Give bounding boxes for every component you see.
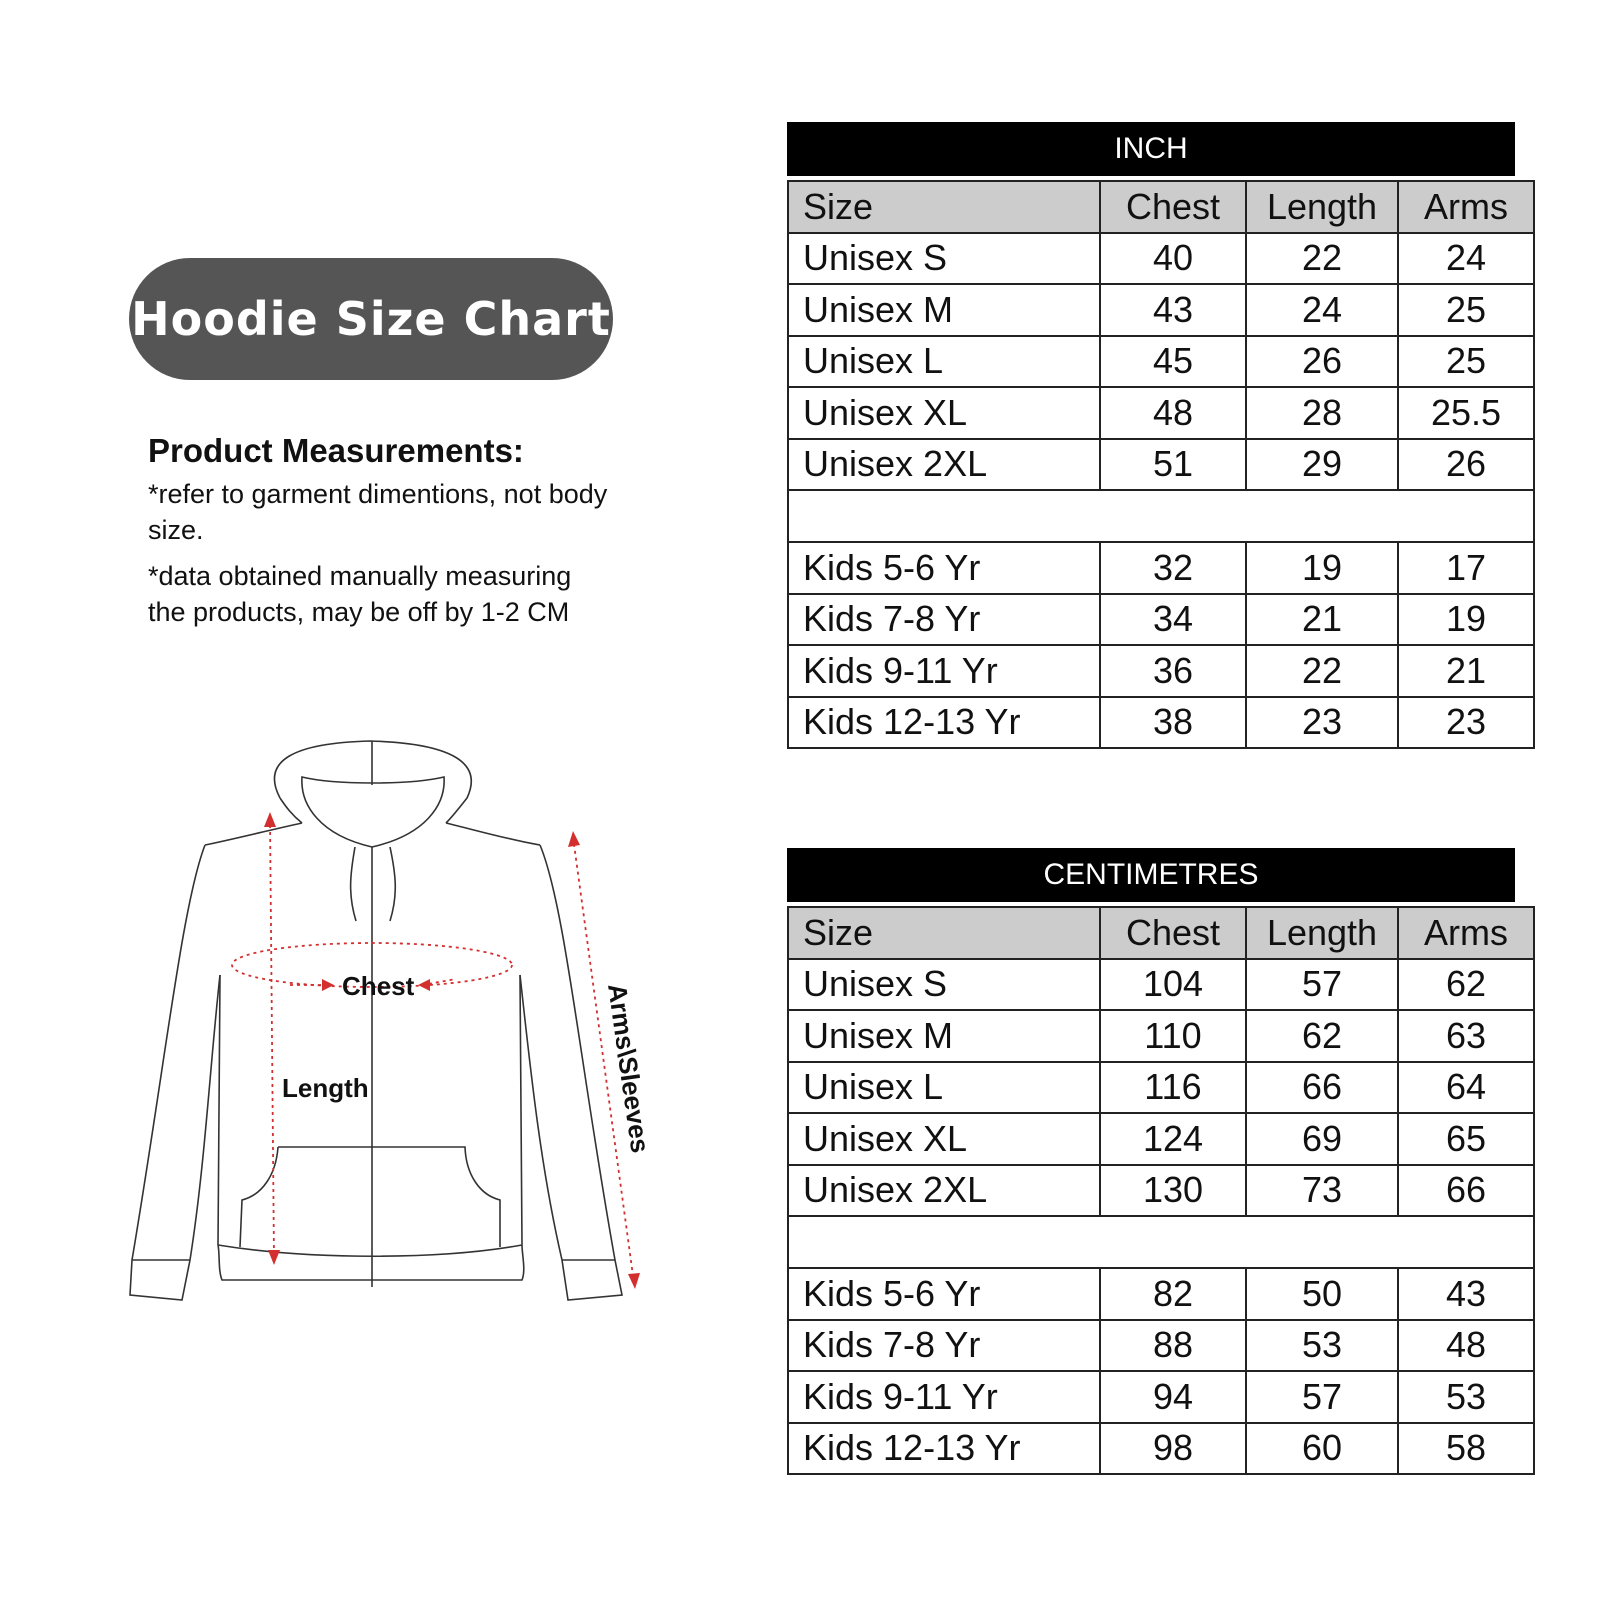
length-cell: 50 [1246,1268,1398,1320]
arms-cell: 26 [1398,439,1534,491]
measurements-note-garment: *refer to garment dimentions, not body size. [148,479,608,545]
cm-header-chest: Chest [1100,907,1246,959]
table-row [788,594,1534,646]
size-cell: Kids 12-13 Yr [788,1423,1100,1475]
cm-size-table [787,848,1515,1475]
table-row [788,1320,1534,1372]
length-cell: 57 [1246,959,1398,1011]
chest-cell: 116 [1100,1062,1246,1114]
size-cell: Unisex L [788,336,1100,388]
measurements-heading: Product Measurements: [148,432,524,469]
inch-table [787,180,1535,749]
inch-header-size: Size [788,181,1100,233]
measurement-lines [232,818,634,1283]
length-cell: 26 [1246,336,1398,388]
size-cell: Kids 12-13 Yr [788,697,1100,749]
inch-header-chest: Chest [1100,181,1246,233]
size-cell: Unisex L [788,1062,1100,1114]
length-cell: 19 [1246,542,1398,594]
length-cell: 53 [1246,1320,1398,1372]
size-cell: Kids 9-11 Yr [788,645,1100,697]
size-cell: Unisex XL [788,1113,1100,1165]
chest-label: Chest [342,971,415,1001]
chest-cell: 51 [1100,439,1246,491]
table-row [788,1371,1534,1423]
measurements-block [148,432,608,640]
chest-cell: 34 [1100,594,1246,646]
size-cell: Unisex 2XL [788,1165,1100,1217]
arms-arrow-top-icon [568,831,580,847]
table-spacer-row [788,490,1534,542]
page-title: Hoodie Size Chart [131,292,611,346]
length-arrow-top-icon [264,812,276,827]
chest-cell: 98 [1100,1423,1246,1475]
length-cell: 22 [1246,645,1398,697]
hoodie-outline [130,741,622,1300]
size-cell: Kids 7-8 Yr [788,1320,1100,1372]
length-arrow-bottom-icon [268,1250,280,1265]
table-row [788,959,1534,1011]
arms-cell: 19 [1398,594,1534,646]
arms-cell: 25.5 [1398,387,1534,439]
table-row [788,439,1534,491]
inch-size-table [787,122,1515,749]
length-cell: 62 [1246,1010,1398,1062]
table-row [788,1010,1534,1062]
length-cell: 29 [1246,439,1398,491]
length-cell: 24 [1246,284,1398,336]
cm-table-title: CENTIMETRES [787,848,1515,902]
arms-label: Arms\Sleeves [602,981,656,1155]
table-row [788,284,1534,336]
size-cell: Kids 5-6 Yr [788,1268,1100,1320]
inch-header-length: Length [1246,181,1398,233]
inch-table-title: INCH [787,122,1515,176]
table-row [788,1165,1534,1217]
cm-header-length: Length [1246,907,1398,959]
table-spacer-row [788,1216,1534,1268]
title-pill [129,258,613,380]
length-cell: 66 [1246,1062,1398,1114]
chest-cell: 38 [1100,697,1246,749]
table-row [788,1268,1534,1320]
measurement-arrowheads [264,812,640,1289]
length-cell: 69 [1246,1113,1398,1165]
table-row [788,645,1534,697]
arms-cell: 21 [1398,645,1534,697]
hoodie-diagram [110,735,670,1335]
cm-header-size: Size [788,907,1100,959]
chest-cell: 43 [1100,284,1246,336]
table-row [788,1062,1534,1114]
chest-cell: 32 [1100,542,1246,594]
chest-arrow-right-icon [418,979,430,991]
chest-cell: 40 [1100,233,1246,285]
arms-cell: 58 [1398,1423,1534,1475]
spacer-cell [788,490,1534,542]
length-cell: 57 [1246,1371,1398,1423]
arms-cell: 64 [1398,1062,1534,1114]
length-cell: 23 [1246,697,1398,749]
size-cell: Unisex M [788,1010,1100,1062]
chest-arrow-left-icon [322,979,334,991]
table-row [788,542,1534,594]
chest-cell: 130 [1100,1165,1246,1217]
arms-cell: 23 [1398,697,1534,749]
cm-header-arms: Arms [1398,907,1534,959]
arms-cell: 25 [1398,336,1534,388]
measurements-note-manual: *data obtained manually measuring the products, may be off by 1-2 CM [148,561,572,627]
size-cell: Kids 5-6 Yr [788,542,1100,594]
arms-cell: 25 [1398,284,1534,336]
arms-cell: 62 [1398,959,1534,1011]
arms-cell: 53 [1398,1371,1534,1423]
arms-cell: 17 [1398,542,1534,594]
inch-header-row [788,181,1534,233]
chest-cell: 104 [1100,959,1246,1011]
chest-cell: 36 [1100,645,1246,697]
arms-cell: 24 [1398,233,1534,285]
size-cell: Kids 9-11 Yr [788,1371,1100,1423]
chest-cell: 82 [1100,1268,1246,1320]
table-row [788,233,1534,285]
table-row [788,1113,1534,1165]
cm-table [787,906,1535,1475]
size-cell: Unisex S [788,233,1100,285]
size-cell: Unisex M [788,284,1100,336]
chest-cell: 48 [1100,387,1246,439]
length-line [270,818,274,1259]
length-cell: 28 [1246,387,1398,439]
arms-arrow-bottom-icon [628,1273,640,1289]
chest-cell: 124 [1100,1113,1246,1165]
table-row [788,1423,1534,1475]
length-cell: 22 [1246,233,1398,285]
inch-header-arms: Arms [1398,181,1534,233]
length-cell: 21 [1246,594,1398,646]
arms-cell: 65 [1398,1113,1534,1165]
arms-cell: 66 [1398,1165,1534,1217]
size-cell: Unisex 2XL [788,439,1100,491]
arms-cell: 43 [1398,1268,1534,1320]
size-cell: Kids 7-8 Yr [788,594,1100,646]
size-cell: Unisex S [788,959,1100,1011]
table-row [788,697,1534,749]
length-cell: 73 [1246,1165,1398,1217]
chest-cell: 110 [1100,1010,1246,1062]
chest-cell: 94 [1100,1371,1246,1423]
size-cell: Unisex XL [788,387,1100,439]
arms-cell: 63 [1398,1010,1534,1062]
cm-header-row [788,907,1534,959]
length-cell: 60 [1246,1423,1398,1475]
chest-cell: 45 [1100,336,1246,388]
chest-cell: 88 [1100,1320,1246,1372]
table-row [788,387,1534,439]
spacer-cell [788,1216,1534,1268]
arms-cell: 48 [1398,1320,1534,1372]
length-label: Length [282,1073,369,1103]
table-row [788,336,1534,388]
